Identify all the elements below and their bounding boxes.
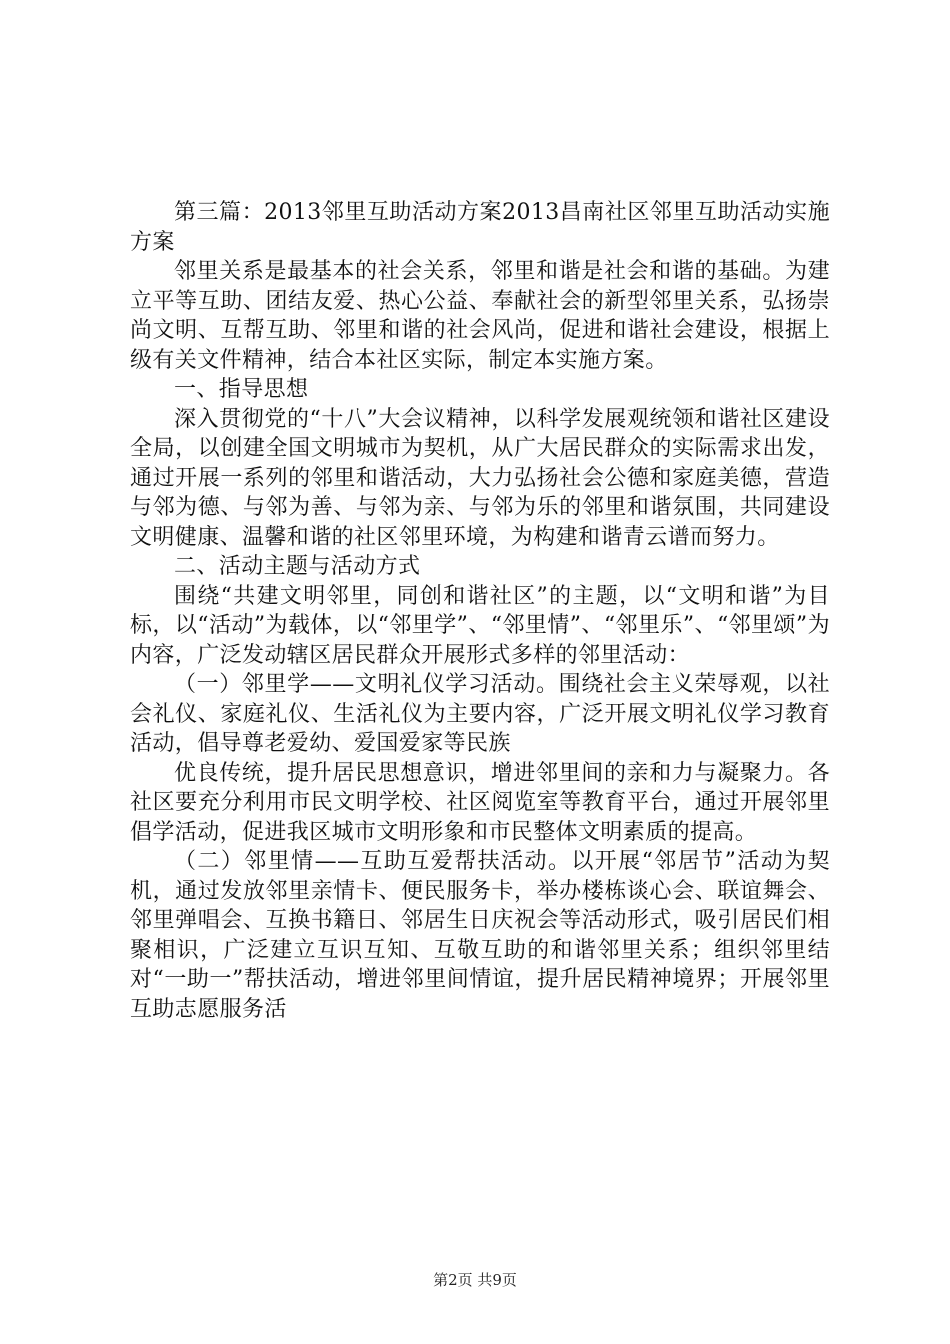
section-heading-guiding-thought: 一、指导思想: [174, 377, 309, 402]
page-number-footer: 第2页 共9页: [433, 1271, 517, 1289]
paragraph-item-one: （一）邻里学——文明礼仪学习活动。围绕社会主义荣辱观，以社会礼仪、家庭礼仪、生活礼仪为主要内容，广泛开展文明礼仪学习教育活动，倡导尊老爱幼、爱国爱家等民族: [130, 672, 830, 756]
paragraph-activity-theme: 围绕“共建文明邻里，同创和谐社区”的主题，以“文明和谐”为目标，以“活动”为载体，以“邻里学”、“邻里情”、“邻里乐”、“邻里颂”为内容，广泛发动辖区居民群众开展形式多样的邻里活动：: [130, 583, 830, 668]
paragraph-intro: 邻里关系是最基本的社会关系，邻里和谐是社会和谐的基础。为建立平等互助、团结友爱、热心公益、奉献社会的新型邻里关系，弘扬崇尚文明、互帮互助、邻里和谐的社会风尚，促进和谐社会建设，根据上级有关文件精神，结合本社区实际，制定本实施方案。: [130, 259, 830, 373]
document-body: [130, 198, 830, 1024]
section-heading-activity-theme: 二、活动主题与活动方式: [174, 554, 421, 579]
document-title: 第三篇：2013邻里互助活动方案2013昌南社区邻里互助活动实施方案: [130, 200, 830, 255]
paragraph-guiding-thought: 深入贯彻党的“十八”大会议精神，以科学发展观统领和谐社区建设全局，以创建全国文明城市为契机，从广大居民群众的实际需求出发，通过开展一系列的邻里和谐活动，大力弘扬社会公德和家庭美德，营造与邻为德、与邻为善、与邻为亲、与邻为乐的邻里和谐氛围，共同建设文明健康、温馨和谐的社区邻里环境，为构建和谐青云谱而努力。: [130, 406, 830, 550]
paragraph-item-two: （二）邻里情——互助互爱帮扶活动。以开展“邻居节”活动为契机，通过发放邻里亲情卡、便民服务卡，举办楼栋谈心会、联谊舞会、邻里弹唱会、互换书籍日、邻居生日庆祝会等活动形式，吸引居民们相聚相识，广泛建立互识互知、互敬互助的和谐邻里关系；组织邻里结对“一助一”帮扶活动，增进邻里间情谊，提升居民精神境界；开展邻里互助志愿服务活: [130, 849, 830, 1022]
paragraph-item-one-continued: 优良传统，提升居民思想意识，增进邻里间的亲和力与凝聚力。各社区要充分利用市民文明学校、社区阅览室等教育平台，通过开展邻里倡学活动，促进我区城市文明形象和市民整体文明素质的提高。: [130, 760, 830, 845]
